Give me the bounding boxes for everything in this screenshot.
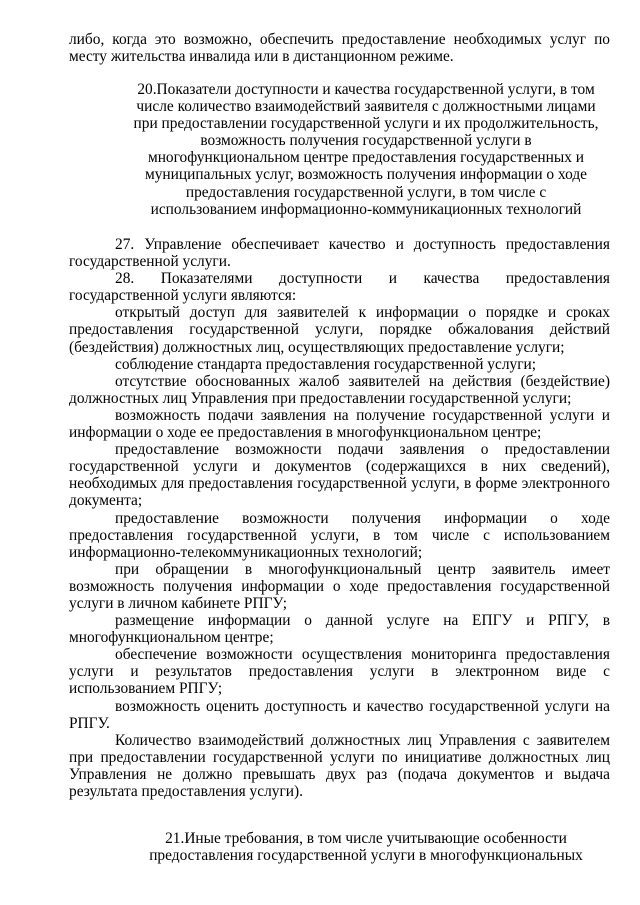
list-item-progress-information: предоставление возможности получения информации о ходе предоставления государственной услуги, в том числе с использованием информационно-телекоммуникационных технологий; (69, 509, 610, 561)
list-item-epgu-placement: размещение информации о данной услуге на ЕПГУ и РПГУ, в многофункциональном центре; (69, 612, 610, 647)
section-21-heading-line: 21.Иные требования, в том числе учитывающие особенности (165, 830, 567, 847)
section-20-body (69, 236, 610, 800)
list-item-standard-compliance: соблюдение стандарта предоставления государственной услуги; (115, 355, 537, 373)
list-item-monitoring: обеспечение возможности осуществления мониторинга предоставления услуги и результатов предоставления услуги в электронном виде с использованием РПГУ; (69, 646, 610, 698)
list-item-rpgu-cabinet: при обращении в многофункциональный центр заявитель имеет возможность получения информации о ходе предоставления государственной услуги в личном кабинете РПГУ; (69, 560, 610, 612)
list-item-electronic-application: предоставление возможности подачи заявления о предоставлении государственной услуги и документов (содержащихся в них сведений), необходимых для предоставления государственной услуги, в форме электронного документа; (69, 441, 610, 510)
section-20-heading-line: муниципальных услуг, возможность получения информации о ходе (145, 166, 587, 184)
section-20-heading-line: числе количество взаимодействий заявителя с должностными лицами (136, 98, 596, 116)
intro-paragraph: либо, когда это возможно, обеспечить предоставление необходимых услуг по месту жительства инвалида или в дистанционном режиме. (69, 31, 610, 66)
section-20-heading-line: возможность получения государственной услуги в (200, 132, 532, 150)
section-20-heading-line: многофункциональном центре предоставления государственных и (147, 149, 585, 167)
paragraph-interaction-count: Количество взаимодействий должностных лиц Управления с заявителем при предоставлении государственной услуги по инициативе должностных лиц Управления не должно превышать двух раз (подача документов и выдача результата предоставления услуги). (69, 731, 610, 800)
section-20-heading (100, 81, 632, 218)
list-item-open-access: открытый доступ для заявителей к информации о порядке и сроках предоставления государственной услуги, порядке обжалования действий (бездействия) должностных лиц, осуществляющих предоставление услуги; (69, 304, 610, 356)
paragraph-27: 27. Управление обеспечивает качество и доступность предоставления государственной услуги. (69, 236, 610, 271)
list-item-no-complaints: отсутствие обоснованных жалоб заявителей на действия (бездействие) должностных лиц Управления при предоставлении государственной услуги; (69, 372, 610, 407)
section-20-heading-line: предоставления государственной услуги, в том числе с (185, 183, 547, 201)
paragraph-28: 28. Показателями доступности и качества предоставления государственной услуги являются: (69, 270, 610, 305)
section-20-heading-line: 20.Показатели доступности и качества государственной услуги, в том (137, 81, 595, 98)
list-item-mfc-application: возможность подачи заявления на получение государственной услуги и информации о ходе ее предоставления в многофункциональном центре; (69, 406, 610, 442)
section-21-heading (100, 830, 632, 864)
list-item-quality-rating: возможность оценить доступность и качество государственной услуги на РПГУ. (69, 697, 610, 732)
section-20-heading-line: использованием информационно-коммуникационных технологий (150, 200, 582, 218)
section-20-heading-line: при предоставлении государственной услуги и их продолжительность, (133, 115, 599, 133)
section-21-heading-line: предоставления государственной услуги в многофункциональных (149, 847, 583, 865)
intro-paragraph-block (69, 31, 610, 65)
